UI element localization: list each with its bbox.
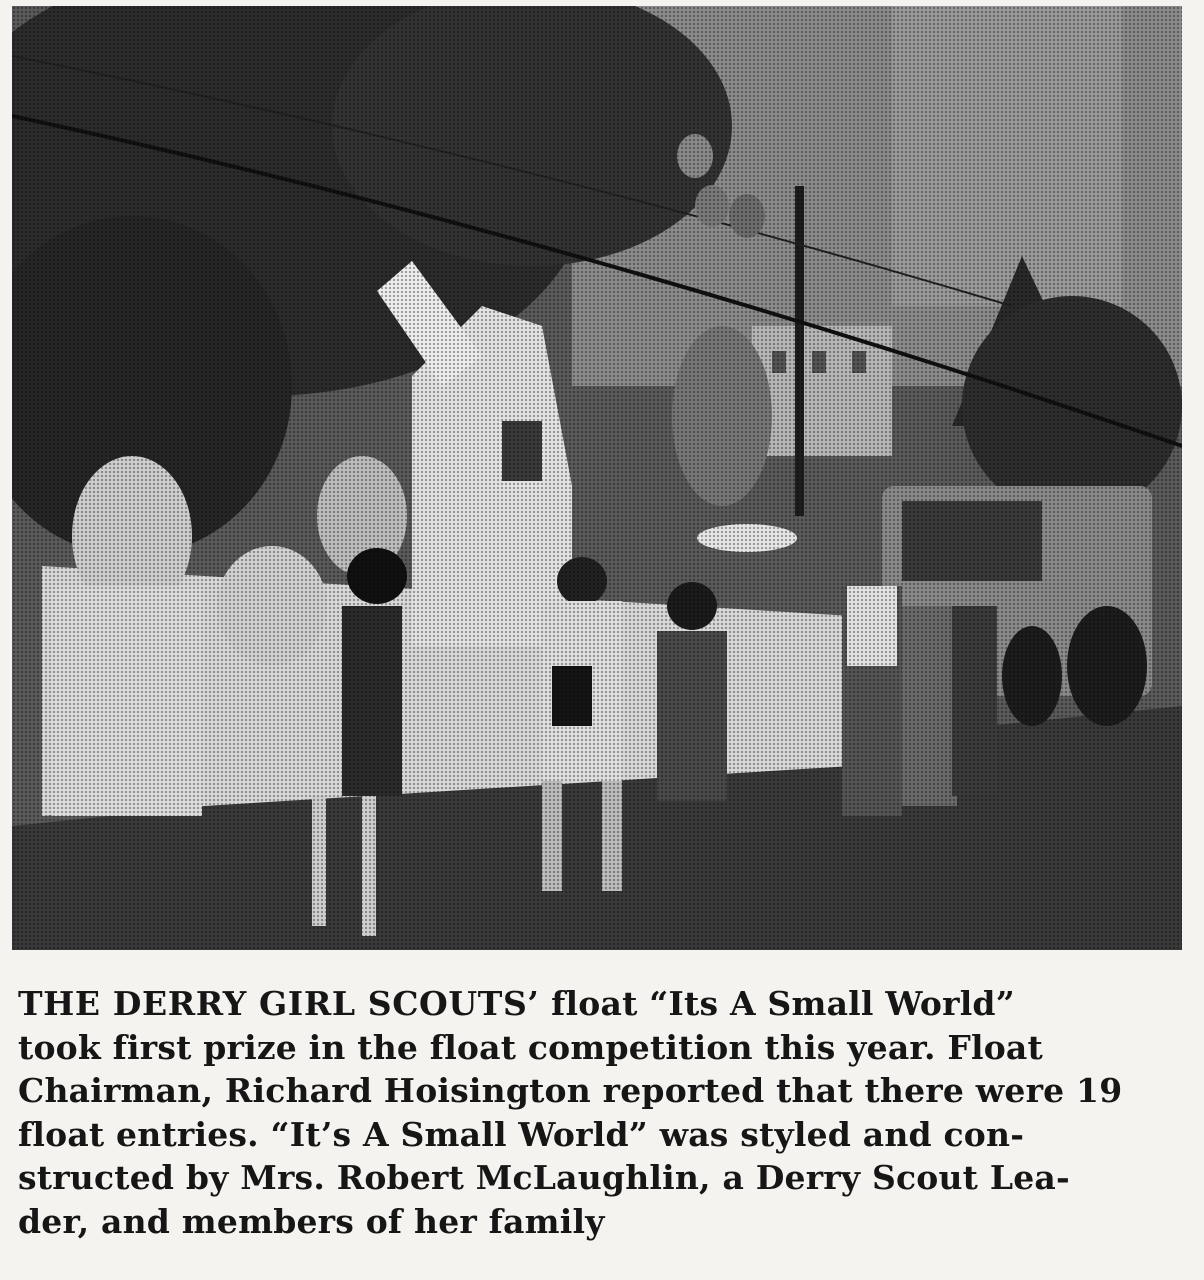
photo-caption bbox=[18, 982, 1186, 1243]
caption-line-1 bbox=[18, 982, 1186, 1026]
caption-line-1-rest: float “Its A Small World” bbox=[539, 984, 1015, 1023]
balloon bbox=[677, 134, 713, 178]
parade-float-photo bbox=[12, 6, 1182, 950]
caption-line-4: float entries. “It’s A Small World” was styled and con- bbox=[18, 1114, 1025, 1154]
caption-line-5: structed by Mrs. Robert McLaughlin, a Derry Scout Lea- bbox=[18, 1158, 1070, 1197]
caption-line-3: Chairman, Richard Hoisington reported that there were 19 bbox=[18, 1071, 1123, 1110]
child-walking bbox=[347, 548, 407, 604]
caption-headline: THE DERRY GIRL SCOUTS’ bbox=[18, 984, 540, 1023]
photo-illustration bbox=[12, 6, 1182, 950]
utility-pole bbox=[795, 186, 804, 516]
caption-line-2: took first prize in the float competition this year. Float bbox=[18, 1027, 1043, 1067]
umbrella bbox=[697, 524, 797, 552]
caption-line-6: der, and members of her family bbox=[18, 1201, 605, 1241]
